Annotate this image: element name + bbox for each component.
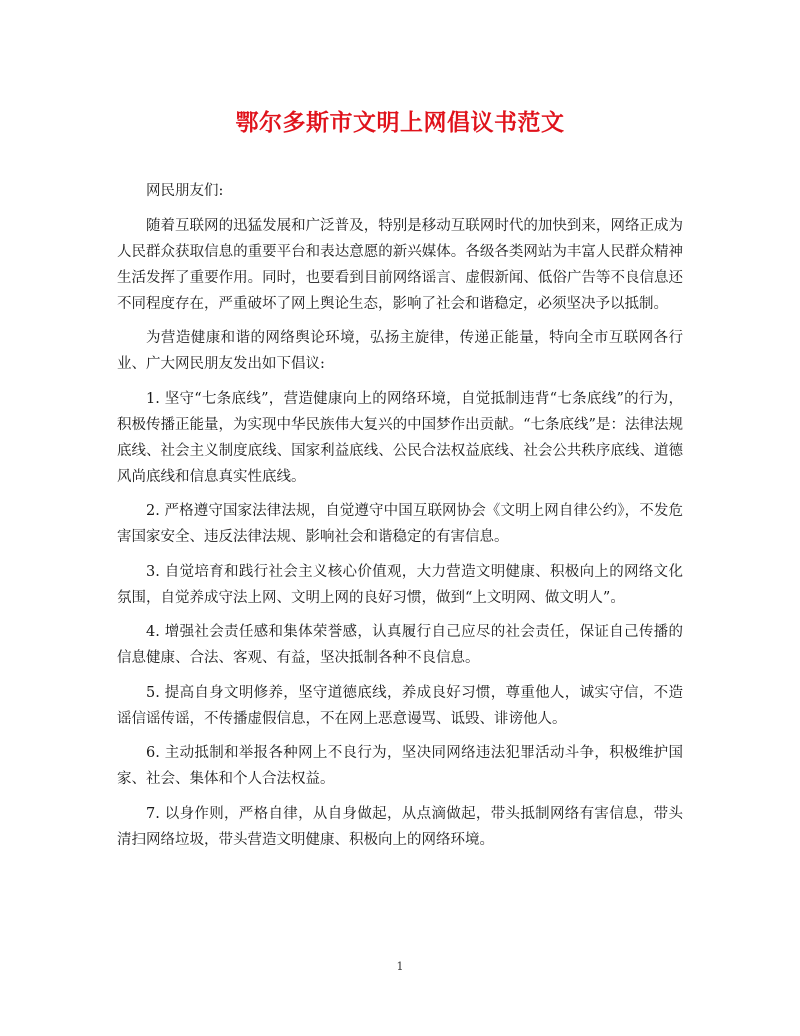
proposal-item-6: 6. 主动抵制和举报各种网上不良行为，坚决同网络违法犯罪活动斗争，积极维护国家、社会、集体和个人合法权益。 [117, 745, 683, 787]
proposal-item-1: 1. 坚守“七条底线”，营造健康向上的网络环境，自觉抵制违背“七条底线”的行为，积极传播正能量，为实现中华民族伟大复兴的中国梦作出贡献。“七条底线”是：法律法规底线、社会主义制度底线、国家利益底线、公民合法权益底线、社会公共秩序底线、道德风尚底线和信息真实性底线。 [117, 390, 683, 485]
proposal-item-2: 2. 严格遵守国家法律法规，自觉遵守中国互联网协会《文明上网自律公约》，不发危害国家安全、违反法律法规、影响社会和谐稳定的有害信息。 [117, 503, 683, 545]
proposal-item-7: 7. 以身作则，严格自律，从自身做起，从点滴做起，带头抵制网络有害信息，带头清扫网络垃圾，带头营造文明健康、积极向上的网络环境。 [117, 805, 683, 848]
page-number: 1 [396, 960, 404, 973]
proposal-item-3: 3. 自觉培育和践行社会主义核心价值观，大力营造文明健康、积极向上的网络文化氛围，自觉养成守法上网、文明上网的良好习惯，做到“上文明网、做文明人”。 [117, 563, 683, 606]
document-body [117, 178, 683, 861]
salutation: 网民朋友们: [146, 183, 224, 199]
paragraph-intro: 随着互联网的迅猛发展和广泛普及，特别是移动互联网时代的加快到来，网络正成为人民群众获取信息的重要平台和表达意愿的新兴媒体。各级各类网站为丰富人民群众精神生活发挥了重要作用。同时，也要看到目前网络谣言、虚假新闻、低俗广告等不良信息还不同程度存在，严重破坏了网上舆论生态，影响了社会和谐稳定，必须坚决予以抵制。 [117, 217, 683, 312]
document-title: 鄂尔多斯市文明上网倡议书范文 [235, 109, 565, 136]
proposal-item-4: 4. 增强社会责任感和集体荣誉感，认真履行自己应尽的社会责任，保证自己传播的信息健康、合法、客观、有益，坚决抵制各种不良信息。 [117, 624, 683, 666]
proposal-item-5: 5. 提高自身文明修养，坚守道德底线，养成良好习惯，尊重他人，诚实守信，不造谣信谣传谣，不传播虚假信息，不在网上恶意谩骂、诋毁、诽谤他人。 [117, 684, 683, 727]
paragraph-purpose: 为营造健康和谐的网络舆论环境，弘扬主旋律，传递正能量，特向全市互联网各行业、广大网民朋友发出如下倡议: [117, 330, 683, 372]
